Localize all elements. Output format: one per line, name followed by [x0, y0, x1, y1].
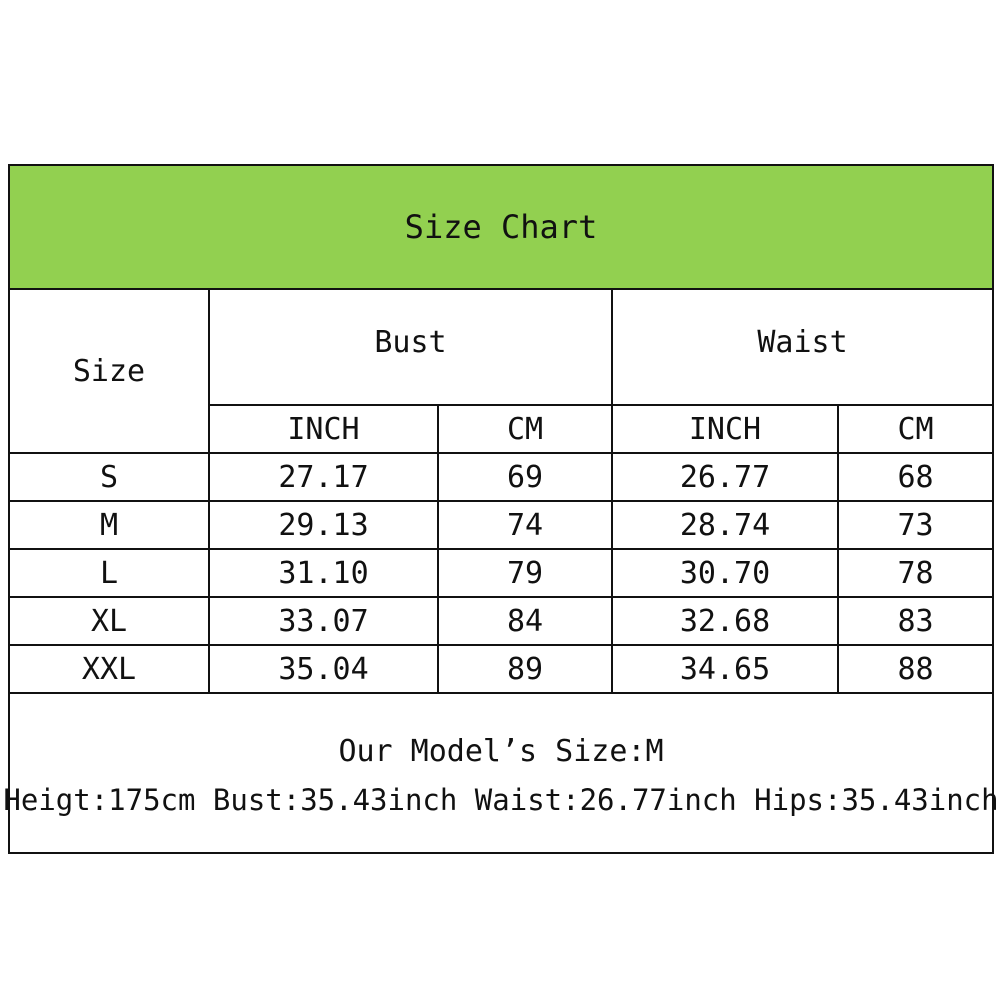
bust-inch-cell: 31.10 [209, 549, 438, 597]
model-size-text: Our Model’s Size:M [338, 734, 664, 769]
waist-cm-cell: 68 [838, 453, 992, 501]
table-row [10, 597, 992, 645]
waist-inch-cell: 30.70 [612, 549, 838, 597]
table-header-row [10, 290, 992, 405]
bust-cm-header: CM [438, 405, 612, 453]
bust-cm-cell: 84 [438, 597, 612, 645]
size-cell: XXL [10, 645, 209, 693]
bust-inch-cell: 27.17 [209, 453, 438, 501]
waist-cm-cell: 83 [838, 597, 992, 645]
bust-inch-cell: 29.13 [209, 501, 438, 549]
waist-cm-cell: 78 [838, 549, 992, 597]
waist-cm-header: CM [838, 405, 992, 453]
bust-inch-header: INCH [209, 405, 438, 453]
table-row [10, 453, 992, 501]
waist-header: Waist [612, 290, 992, 405]
waist-inch-cell: 26.77 [612, 453, 838, 501]
size-cell: XL [10, 597, 209, 645]
waist-inch-cell: 34.65 [612, 645, 838, 693]
chart-title: Size Chart [10, 166, 992, 290]
waist-inch-header: INCH [612, 405, 838, 453]
bust-inch-cell: 35.04 [209, 645, 438, 693]
table-row [10, 501, 992, 549]
model-info [3, 699, 999, 852]
bust-cm-cell: 79 [438, 549, 612, 597]
bust-cm-cell: 89 [438, 645, 612, 693]
size-chart [3, 164, 999, 854]
model-measurements-text: Heigt:175cm Bust:35.43inch Waist:26.77inch Hips:35.43inch [3, 783, 999, 817]
table-row [10, 645, 992, 693]
waist-cm-cell: 73 [838, 501, 992, 549]
table-row [10, 549, 992, 597]
waist-cm-cell: 88 [838, 645, 992, 693]
size-header: Size [10, 290, 209, 453]
waist-inch-cell: 28.74 [612, 501, 838, 549]
size-cell: L [10, 549, 209, 597]
size-table [10, 290, 992, 694]
bust-cm-cell: 69 [438, 453, 612, 501]
bust-header: Bust [209, 290, 612, 405]
size-cell: M [10, 501, 209, 549]
waist-inch-cell: 32.68 [612, 597, 838, 645]
bust-cm-cell: 74 [438, 501, 612, 549]
bust-inch-cell: 33.07 [209, 597, 438, 645]
size-cell: S [10, 453, 209, 501]
